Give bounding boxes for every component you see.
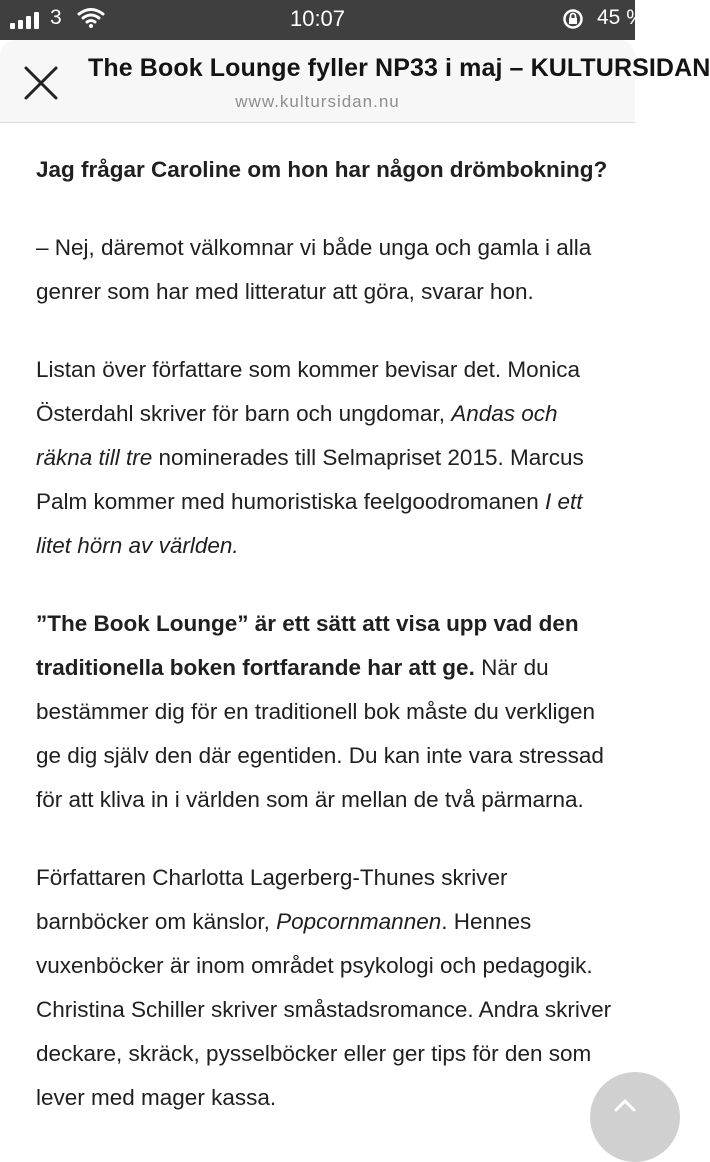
text-line: Christina Schiller skriver småstadsromance. Andra skriver: [36, 997, 612, 1022]
text-line: [36, 602, 676, 646]
page-domain: www.kultursidan.nu: [235, 92, 400, 111]
browser-header: [0, 40, 710, 123]
text-fragment: barnböcker om känslor,: [36, 909, 277, 934]
text-line: – Nej, däremot välkomnar vi både unga och gamla i alla: [36, 235, 592, 260]
paragraph-book-lounge: [36, 602, 676, 822]
text-line: ge dig själv den där egentiden. Du kan inte vara stressad: [36, 743, 604, 768]
paragraph-authors-2: [36, 856, 676, 1120]
book-title-fragment: litet hörn av världen.: [36, 533, 239, 558]
text-fragment: När du: [474, 655, 549, 680]
text-line: [36, 392, 676, 436]
status-bar: [0, 0, 645, 40]
text-line: Författaren Charlotta Lagerberg-Thunes skriver: [36, 865, 508, 890]
text-line: [36, 646, 676, 690]
text-fragment: Palm kommer med humoristiska feelgoodromanen: [36, 489, 545, 514]
paragraph-question: [36, 148, 676, 192]
book-title-rakna: räkna till tre: [36, 445, 153, 470]
text-line: deckare, skräck, pysselböcker eller ger tips för den som: [36, 1041, 592, 1066]
text-line: [36, 480, 676, 524]
text-line: [36, 900, 676, 944]
carrier-label: 3: [50, 6, 62, 29]
text-fragment: nominerades till Selmapriset 2015. Marcus: [152, 445, 584, 470]
paragraph-answer: [36, 226, 676, 314]
paragraph-authors: [36, 348, 676, 568]
text-fragment: . Hennes: [441, 909, 532, 934]
bold-text: traditionella boken fortfarande har att ge.: [36, 655, 475, 680]
text-fragment: Österdahl skriver för barn och ungdomar,: [36, 401, 452, 426]
book-title-andas: Andas och: [451, 401, 558, 426]
text-line: genrer som har med litteratur att göra, svarar hon.: [36, 279, 534, 304]
page-title: The Book Lounge fyller NP33 i maj – KULTURSIDAN: [88, 54, 710, 82]
article-body: [36, 148, 676, 1154]
bold-text: ”The Book Lounge” är ett sätt att visa upp vad den: [36, 611, 579, 636]
book-title-popcornmannen: Popcornmannen: [276, 909, 442, 934]
clock: 10:07: [289, 6, 346, 31]
orientation-lock-icon: [562, 8, 584, 30]
text-line: för att kliva in i världen som är mellan de två pärmarna.: [36, 787, 584, 812]
battery-percentage: 45 %: [597, 6, 645, 29]
chevron-up-icon: [614, 1098, 636, 1112]
text-line: bestämmer dig för en traditionell bok måste du verkligen: [36, 699, 596, 724]
text-line: vuxenböcker är inom området psykologi och pedagogik.: [36, 953, 593, 978]
book-title-fragment: I ett: [544, 489, 583, 514]
scroll-to-top-button[interactable]: [590, 1072, 680, 1162]
question-text: Jag frågar Caroline om hon har någon drömbokning?: [36, 157, 608, 182]
text-line: lever med mager kassa.: [36, 1085, 277, 1110]
text-line: [36, 436, 676, 480]
text-line: Listan över författare som kommer bevisar det. Monica: [36, 357, 580, 382]
text-line: [36, 524, 676, 568]
